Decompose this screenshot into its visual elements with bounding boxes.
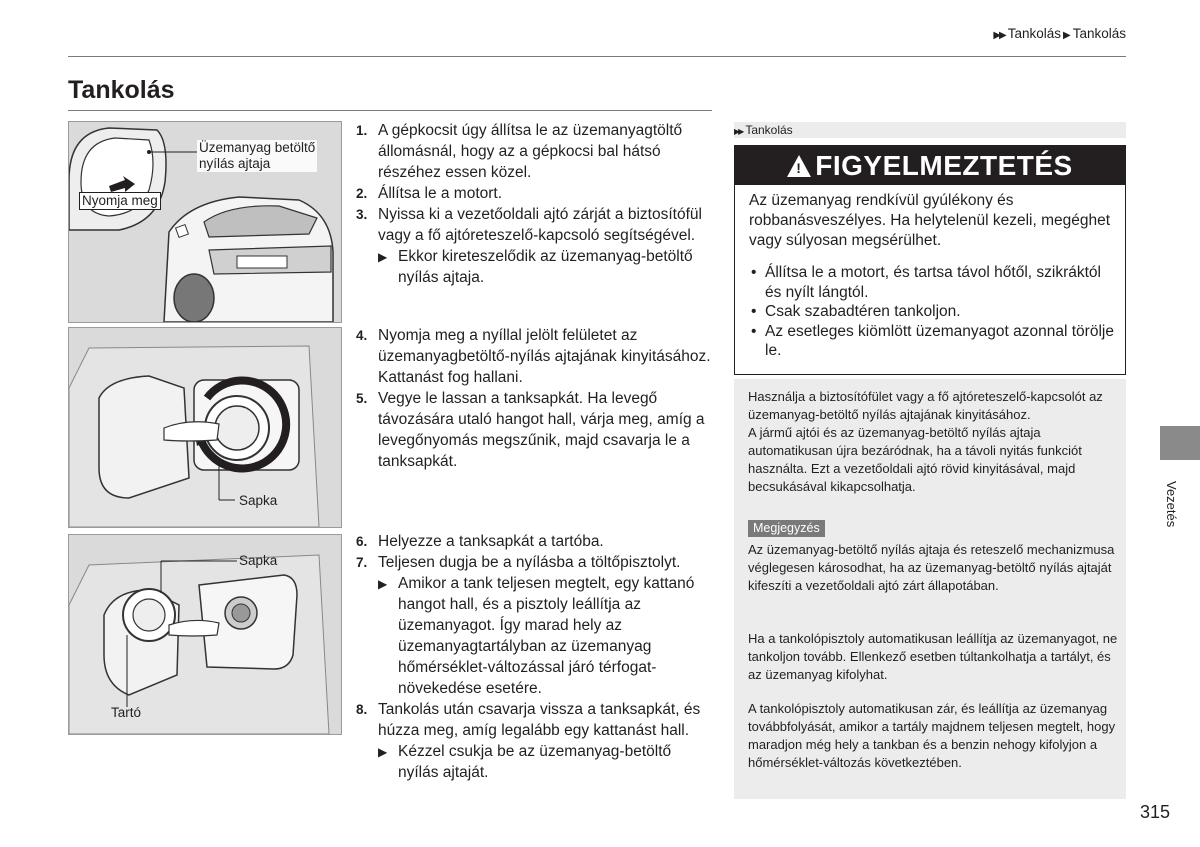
step-result xyxy=(378,573,712,699)
step-result-text: Amikor a tank teljesen megtelt, egy kattanó hangot hall, és a pisztoly leállítja az üzemanyagot. Így marad hely az üzemanyagtartályban az üzemanyag hőmérséklet-változással járó térfogat-növekedése esetére. xyxy=(398,575,695,697)
step-number: 6. xyxy=(356,534,368,549)
chapter-tab xyxy=(1160,426,1200,460)
step-number: 2. xyxy=(356,186,368,201)
step-7 xyxy=(356,552,712,699)
note-unlock: Használja a biztosítófület vagy a fő ajtóreteszelő-kapcsolót az üzemanyag-betöltő nyílás ajtajának kinyitásához. A jármű ajtói és az üzemanyag-betöltő nyílás ajtaja automatikusan újra bezáródnak, ha a távoli nyitás funkciót használta. Ezt a vezetőoldali ajtó rövid kinyitásával, majd becsukásával kikapcsolhatja. xyxy=(748,389,1103,494)
figure-car-fuel-door xyxy=(68,121,342,323)
figure-cap-removal xyxy=(68,327,342,528)
breadcrumb-arrow-icon: ▶▶ xyxy=(993,30,1005,41)
reference-arrow-icon: ▶▶ xyxy=(734,127,743,136)
step-8 xyxy=(356,699,712,783)
figure-cap-holder xyxy=(68,534,342,735)
step-text: Vegye le lassan a tanksapkát. Ha levegő távozására utaló hangot hall, várja meg, amíg a levegőnyomás megszűnik, majd csavarja le a tanksapkát. xyxy=(378,390,705,470)
step-1 xyxy=(356,120,712,183)
warning-list xyxy=(749,263,1119,361)
steps-group-1 xyxy=(356,120,712,288)
chapter-tab-label: Vezetés xyxy=(1164,481,1179,528)
label-cap: Sapka xyxy=(239,553,278,568)
step-3 xyxy=(356,204,712,288)
memo-tag: Megjegyzés xyxy=(748,520,825,537)
warning-triangle-icon: ! xyxy=(787,155,811,177)
note-auto-stop: Ha a tankolópisztoly automatikusan leállítja az üzemanyagot, ne tankoljon tovább. Ellenkező esetben túltankolhatja a tartályt, és az üzemanyag kifolyhat. xyxy=(748,631,1118,682)
breadcrumb-arrow-icon: ▶ xyxy=(1063,30,1071,41)
warning-item: • Állítsa le a motort, és tartsa távol hőtől, szikráktól és nyílt lángtól. xyxy=(749,263,1119,302)
warning-item: • Az esetleges kiömlött üzemanyagot azonnal törölje le. xyxy=(749,322,1119,361)
page-title: Tankolás xyxy=(68,76,175,104)
warning-banner xyxy=(735,146,1125,185)
step-text: Állítsa le a motort. xyxy=(378,185,503,202)
step-text: Tankolás után csavarja vissza a tanksapkát, és húzza meg, amíg legalább egy kattanást hall. xyxy=(378,701,701,739)
cap-removal-illustration xyxy=(69,328,341,527)
step-text: Teljesen dugja be a nyílásba a töltőpisztolyt. xyxy=(378,554,681,571)
step-result-text: Ekkor kireteszelődik az üzemanyag-betöltő nyílás ajtaja. xyxy=(398,248,693,286)
step-text: Helyezze a tanksapkát a tartóba. xyxy=(378,533,604,550)
step-number: 1. xyxy=(356,123,368,138)
result-arrow-icon: ▶ xyxy=(378,250,388,264)
step-number: 7. xyxy=(356,555,368,570)
result-arrow-icon: ▶ xyxy=(378,577,388,591)
warning-text: Az üzemanyag rendkívül gyúlékony és robbanásveszélyes. Ha helytelenül kezeli, megéghet vagy súlyosan megsérülhet. xyxy=(749,192,1111,249)
breadcrumb-item: Tankolás xyxy=(1007,26,1061,41)
label-holder: Tartó xyxy=(111,705,142,720)
side-heading xyxy=(734,122,1126,138)
title-divider xyxy=(68,110,712,111)
step-5 xyxy=(356,388,712,472)
step-result-text: Kézzel csukja be az üzemanyag-betöltő nyílás ajtaját. xyxy=(398,743,672,781)
breadcrumb-item: Tankolás xyxy=(1072,26,1126,41)
step-number: 3. xyxy=(356,207,368,222)
note-nozzle: A tankolópisztoly automatikusan zár, és leállítja az üzemanyag továbbfolyását, amikor a tartály majdnem teljesen megtelt, hogy maradjon még hely a tankban és a benzin nehogy kifolyjon a hőmérséklet-változás következtében. xyxy=(748,701,1116,770)
step-text: A gépkocsit úgy állítsa le az üzemanyagtöltő állomásnál, hogy az a gépkocsi bal hátsó részéhez essen közel. xyxy=(378,122,683,181)
step-result xyxy=(378,246,712,288)
step-6 xyxy=(356,531,712,552)
step-number: 5. xyxy=(356,391,368,406)
step-2 xyxy=(356,183,712,204)
note-memo: Az üzemanyag-betöltő nyílás ajtaja és reteszelő mechanizmusa véglegesen károsodhat, ha az üzemanyag-betöltő nyílás ajtaját kifeszíti a vezetőoldali ajtó zárt állapotában. xyxy=(748,542,1115,593)
step-result xyxy=(378,741,712,783)
step-text: Nyissa ki a vezetőoldali ajtó zárját a biztosítófül vagy a fő ajtóreteszelő-kapcsoló segítségével. xyxy=(378,206,702,244)
result-arrow-icon: ▶ xyxy=(378,745,388,759)
breadcrumb xyxy=(993,26,1126,41)
header-divider xyxy=(68,56,1126,57)
warning-item: • Csak szabadtéren tankoljon. xyxy=(749,302,1119,322)
label-push-here: Nyomja meg xyxy=(79,192,161,210)
warning-title: FIGYELMEZTETÉS xyxy=(815,150,1073,181)
page-number: 315 xyxy=(1140,802,1171,822)
steps-group-2 xyxy=(356,325,712,472)
step-number: 8. xyxy=(356,702,368,717)
label-cap: Sapka xyxy=(239,493,278,508)
label-fuel-door: Üzemanyag betöltő nyílás ajtaja xyxy=(199,140,316,171)
warning-box xyxy=(734,145,1126,375)
step-text: Nyomja meg a nyíllal jelölt felületet az üzemanyagbetöltő-nyílás ajtajának kinyitásához. Kattanást fog hallani. xyxy=(378,327,711,386)
step-4 xyxy=(356,325,712,388)
side-heading-text: Tankolás xyxy=(745,123,793,137)
steps-group-3 xyxy=(356,531,712,783)
step-number: 4. xyxy=(356,328,368,343)
